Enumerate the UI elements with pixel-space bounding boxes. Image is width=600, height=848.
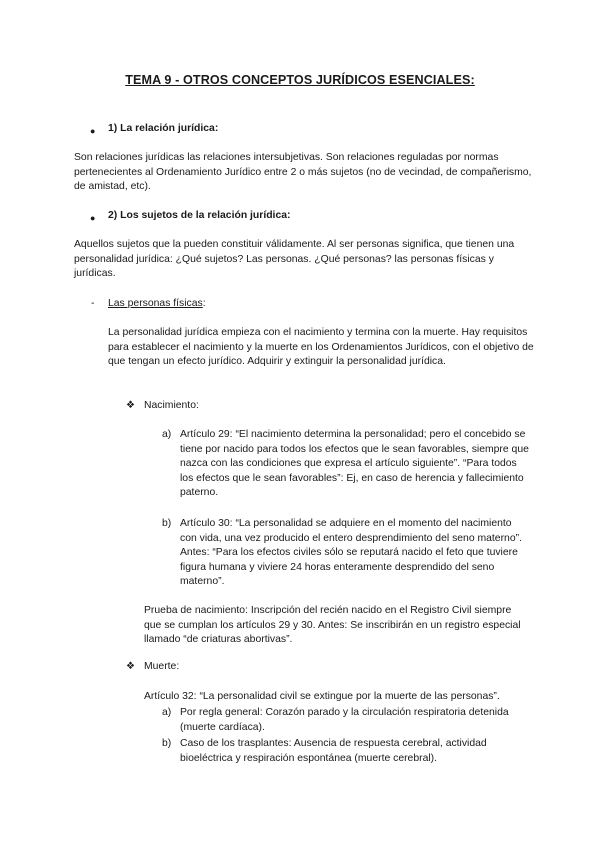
section1-paragraph: Son relaciones jurídicas las relaciones intersubjetivas. Son relaciones reguladas por normas pertenecientes al Ordenamiento Jurídico entre 2 o más sujetos (no de vecindad, de compañerismo, de amistad, etc). (74, 152, 532, 193)
muerte-articulo: Artículo 32: “La personalidad civil se extingue por la muerte de las personas”. (144, 691, 500, 702)
nacimiento-item-a: Artículo 29: “El nacimiento determina la personalidad; pero el concebido se tiene por nacido para todos los efectos que le sean favorables, siempre que nazca con las condiciones que expresa el artículo siguiente”. “Para todos los efectos que le sean favorables”: Ej, en caso de herencia y fallecimiento paterno. (180, 429, 529, 499)
section1-heading: 1) La relación jurídica: (108, 123, 219, 134)
muerte-heading: Muerte: (144, 661, 180, 672)
diamond-bullet-icon: ❖ (126, 400, 135, 411)
personas-fisicas-heading (108, 297, 206, 312)
dash-marker: - (91, 298, 95, 309)
list-marker: a) (162, 707, 172, 718)
list-marker: b) (162, 738, 172, 749)
bullet-dot-icon: ● (90, 126, 96, 136)
section2-heading: 2) Los sujetos de la relación jurídica: (108, 210, 291, 221)
personas-fisicas-heading-colon: : (202, 298, 206, 309)
personas-fisicas-paragraph: La personalidad jurídica empieza con el nacimiento y termina con la muerte. Hay requisitos para establecer el nacimiento y la muerte en los Ordenamientos Jurídicos, con el objetivo de que tengan un efecto jurídico. Adquirir y extinguir la personalidad jurídica. (108, 327, 534, 368)
prueba-nacimiento-paragraph: Prueba de nacimiento: Inscripción del recién nacido en el Registro Civil siempre que se cumplan los artículos 29 y 30. Antes: Se inscribirán en un registro especial llamado “de criaturas abortivas”. (144, 605, 521, 646)
muerte-item-a: Por regla general: Corazón parado y la circulación respiratoria detenida (muerte cardíaca). (180, 707, 509, 733)
nacimiento-item-b: Artículo 30: “La personalidad se adquiere en el momento del nacimiento con vida, una vez producido el entero desprendimiento del seno materno”. Antes: “Para los efectos civiles sólo se reputará nacido el feto que tuviere figura humana y viviere 24 horas enteramente desprendido del seno materno”. (180, 518, 522, 588)
list-marker: b) (162, 518, 172, 529)
personas-fisicas-heading-text: Las personas físicas (108, 298, 203, 309)
bullet-dot-icon: ● (90, 213, 96, 223)
section2-paragraph: Aquellos sujetos que la pueden constituir válidamente. Al ser personas significa, que tienen una personalidad jurídica: ¿Qué sujetos? Las personas. ¿Qué personas? las personas físicas y jurídicas. (74, 239, 515, 280)
list-marker: a) (162, 429, 172, 440)
page-title: TEMA 9 - OTROS CONCEPTOS JURÍDICOS ESENCIALES: (125, 73, 475, 87)
muerte-item-b: Caso de los trasplantes: Ausencia de respuesta cerebral, actividad bioeléctrica y respiración espontánea (muerte cerebral). (180, 738, 487, 764)
diamond-bullet-icon: ❖ (126, 661, 135, 672)
nacimiento-heading: Nacimiento: (144, 400, 199, 411)
